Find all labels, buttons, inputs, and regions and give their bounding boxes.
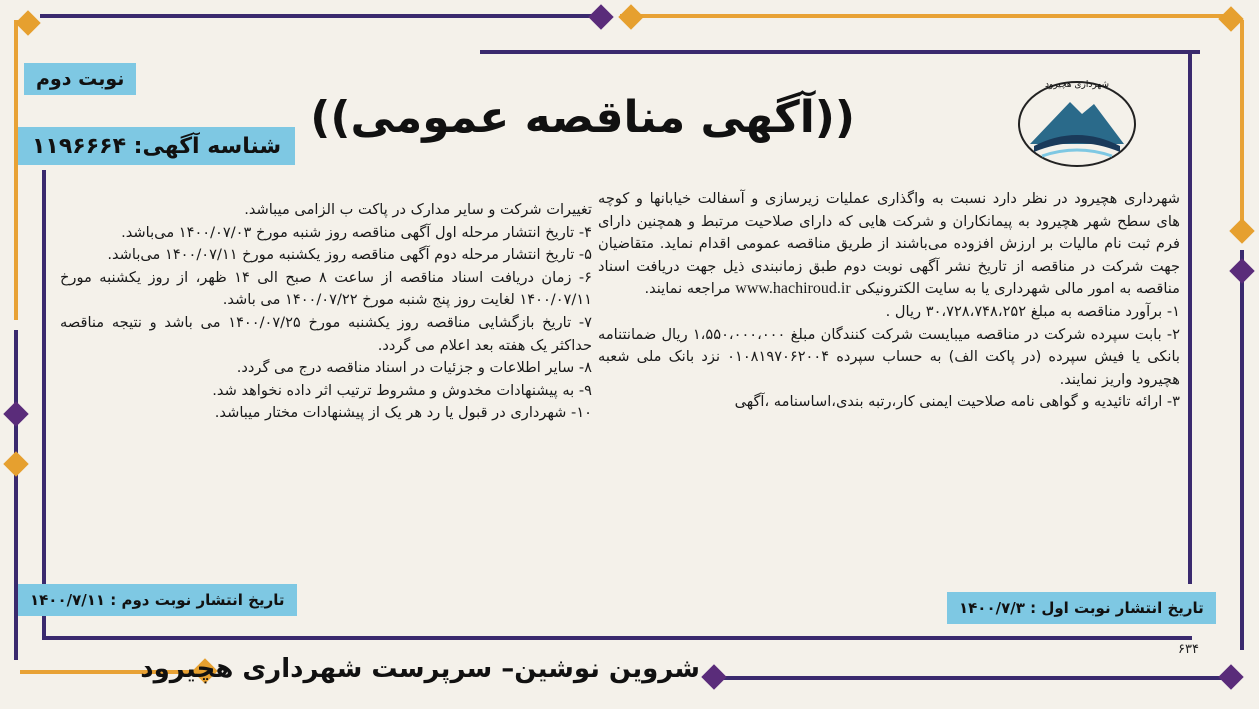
list-item: ۸- سایر اطلاعات و جزئیات در اسناد مناقصه درج می گردد. [236,359,592,377]
round-badge: نوبت دوم [24,63,136,95]
list-item: ۷- تاریخ بازگشایی مناقصه روز یکشنبه مورخ ۱۴۰۰/۰۷/۲۵ می باشد و نتیجه مناقصه حداکثر یک هفته بعد اعلام می گردد. [60,313,592,354]
website-link[interactable]: www.hachiroud.ir [735,280,851,298]
publish-date-second: تاریخ انتشار نوبت دوم : ۱۴۰۰/۷/۱۱ [18,584,297,616]
list-item: ۶- زمان دریافت اسناد مناقصه از ساعت ۸ صبح الی ۱۴ ظهر، از روز یکشنبه مورخ ۱۴۰۰/۰۷/۱۱ لغایت روز پنج شنبه مورخ ۱۴۰۰/۰۷/۲۲ می باشد. [60,268,593,309]
list-item: تغییرات شرکت و سایر مدارک در پاکت ب الزامی میباشد. [244,201,592,218]
frame-left-gold-line [14,20,18,320]
frame-corner-diamond [1229,258,1254,283]
frame-right-gold-line [1240,20,1244,240]
frame-inner-right-line [1188,54,1192,584]
publish-date-first: تاریخ انتشار نوبت اول : ۱۴۰۰/۷/۳ [947,592,1216,624]
list-item: ۵- تاریخ انتشار مرحله دوم آگهی مناقصه روز یکشنبه مورخ ۱۴۰۰/۰۷/۱۱ می‌باشد. [107,246,592,264]
ad-id-badge: شناسه آگهی: ۱۱۹۶۶۶۴ [18,127,295,165]
frame-corner-diamond [15,10,40,35]
frame-corner-diamond [588,4,613,29]
frame-top-line [40,14,600,18]
page-title: ((آگهی مناقصه عمومی)) [310,92,855,143]
list-item: ۲- بابت سپرده شرکت در مناقصه میبایست شرکت کنندگان مبلغ ۱،۵۵۰،۰۰۰،۰۰۰ ریال ضمانتنامه بانکی یا فیش سپرده (در پاکت الف) به حساب سپرده ۰۱۰۸۱۹۷۰۶۲۰۰۴ نزد بانک ملی شعبه هچیرود واریز نمایند. [598,325,1181,388]
body-right-column [598,188,1180,414]
intro-text: شهرداری هچیرود در نظر دارد نسبت به واگذاری عملیات زیرسازی و آسفالت خیابانها و کوچه های سطح شهر هچیرود به پیمانکاران و شرکت هایی که دارای صلاحیت مرتبط و همچنین دارای فرم ثبت نام مالیات بر ارزش افزوده می‌باشند از طریق مناقصه عمومی اقدام نماید. متقاضیان جهت شرکت در مناقصه از تاریخ نشر آگهی نوبت دوم طبق زمانبندی ذیل جهت دریافت اسناد مناقصه به امور مالی شهرداری یا به سایت الکترونیکی [598,190,1180,298]
frame-corner-diamond [1229,218,1254,243]
frame-corner-diamond [701,664,726,689]
municipality-logo [1012,74,1142,170]
list-item: ۳- ارائه تائیدیه و گواهی نامه صلاحیت ایمنی کار،رتبه بندی،اساسنامه ،آگهی [734,393,1180,411]
frame-corner-diamond [1218,664,1243,689]
frame-corner-diamond [618,4,643,29]
frame-bottom-purple-line [720,676,1230,680]
frame-bottom-line [46,636,1192,640]
page-code: ۶۳۴ [1178,642,1199,657]
frame-corner-diamond [3,451,28,476]
frame-corner-diamond [3,401,28,426]
list-item: ۴- تاریخ انتشار مرحله اول آگهی مناقصه روز شنبه مورخ ۱۴۰۰/۰۷/۰۳ می‌باشد. [121,223,592,241]
list-item: ۱۰- شهرداری در قبول یا رد هر یک از پیشنهادات مختار میباشد. [214,404,592,422]
list-item: ۱- برآورد مناقصه به مبلغ ۳۰،۷۲۸،۷۴۸،۲۵۲ ریال . [885,302,1180,320]
intro-end-text: مراجعه نمایند. [644,280,731,298]
frame-top-gold-line [620,14,1230,18]
signature-line: شروین نوشین– سرپرست شهرداری هچیرود [140,654,700,684]
body-left-column [60,199,592,425]
logo-text: شهرداری هچیرود [1044,80,1109,90]
list-item: ۹- به پیشنهادات مخدوش و مشروط ترتیب اثر داده نخواهد شد. [212,381,592,399]
frame-inner-left-line [42,170,46,640]
frame-inner-top-line [480,50,1200,54]
frame-right-purple-line [1240,250,1244,650]
intro-paragraph [598,188,1180,301]
